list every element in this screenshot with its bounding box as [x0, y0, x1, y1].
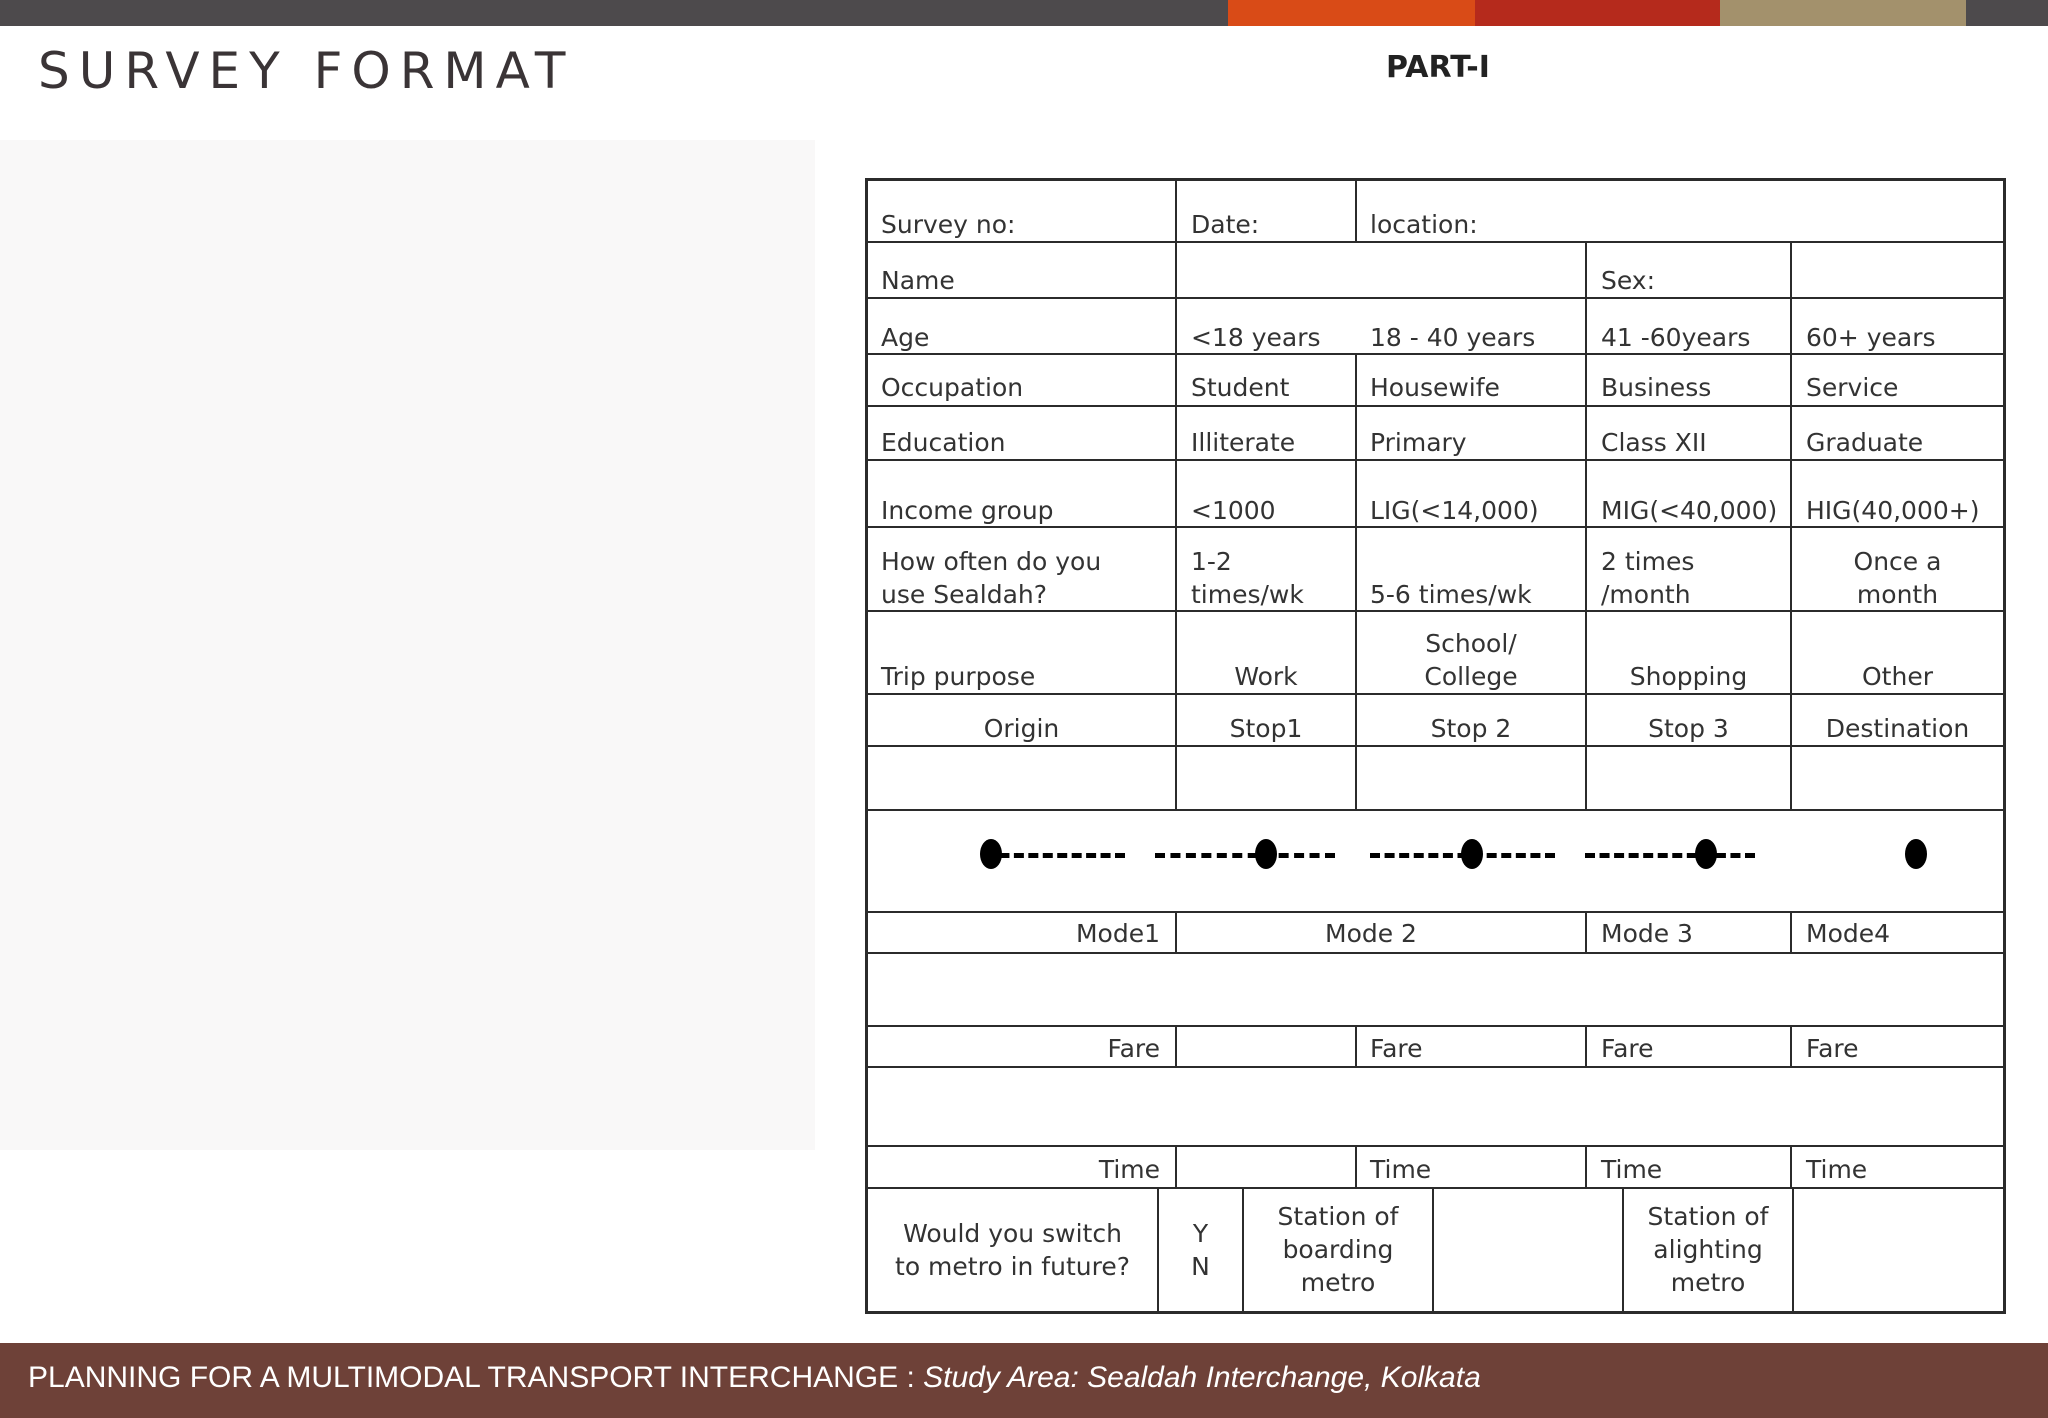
journey-dashed-line: [985, 853, 1125, 858]
occupation-label: Occupation: [881, 373, 1024, 402]
page-title: SURVEY FORMAT: [38, 42, 575, 100]
age-label: Age: [881, 323, 930, 352]
left-panel: [0, 140, 815, 1150]
row-divider: [865, 952, 2006, 954]
survey-no-label: Survey no:: [881, 210, 1016, 239]
boarding-station-label: boarding: [1282, 1235, 1394, 1264]
education-label: Education: [881, 428, 1006, 457]
journey-stop-marker: [1905, 839, 1927, 869]
trip-purpose-option: Work: [1234, 662, 1298, 691]
education-option: Graduate: [1806, 428, 1924, 457]
alighting-station-label: metro: [1670, 1268, 1746, 1297]
mode-header: Mode 2: [1325, 919, 1417, 948]
col-divider: [1790, 1145, 1792, 1189]
stop-header: Stop 2: [1430, 714, 1512, 743]
trip-purpose-option: School/: [1425, 629, 1517, 658]
boarding-station-label: Station of: [1277, 1202, 1399, 1231]
col-divider: [1355, 1025, 1357, 1068]
trip-purpose-option: Shopping: [1629, 662, 1748, 691]
occupation-option: Business: [1601, 373, 1712, 402]
alighting-station-label: alighting: [1653, 1235, 1763, 1264]
accent-segment-red: [1475, 0, 1720, 26]
part-label: PART-I: [1386, 50, 1490, 85]
frequency-option: month: [1856, 580, 1939, 609]
col-divider: [1175, 1145, 1177, 1189]
accent-segment-orange: [1228, 0, 1475, 26]
journey-stop-marker: [1255, 839, 1277, 869]
occupation-option: Student: [1191, 373, 1290, 402]
frequency-option: 5-6 times/wk: [1370, 580, 1532, 609]
time-label: Time: [1601, 1155, 1663, 1184]
top-accent-bar: [0, 0, 2048, 26]
col-divider: [1790, 1025, 1792, 1068]
metro-question: to metro in future?: [895, 1252, 1130, 1281]
income-option: LIG(<14,000): [1370, 496, 1539, 525]
footer-project-title: PLANNING FOR A MULTIMODAL TRANSPORT INTERCHANGE :: [28, 1361, 924, 1394]
col-divider: [1355, 1145, 1357, 1189]
row-divider: [865, 809, 2006, 811]
col-divider: [1585, 1145, 1587, 1189]
frequency-label: use Sealdah?: [881, 580, 1048, 609]
stop-header: Stop 3: [1648, 714, 1729, 743]
stop-header: Origin: [983, 714, 1060, 743]
metro-no-option: N: [1191, 1252, 1210, 1281]
journey-dashed-line: [1585, 853, 1755, 858]
journey-stop-marker: [1695, 839, 1717, 869]
metro-yes-option: Y: [1192, 1219, 1209, 1248]
age-option: <18 years: [1191, 323, 1321, 352]
mode-header: Mode 3: [1601, 919, 1693, 948]
fare-label: Fare: [1806, 1034, 1859, 1063]
frequency-option: 2 times: [1601, 547, 1695, 576]
age-option: 41 -60years: [1601, 323, 1751, 352]
row-divider: [865, 405, 2006, 407]
accent-segment-dark: [0, 0, 1228, 26]
journey-dashed-line: [1155, 853, 1335, 858]
row-divider: [865, 693, 2006, 695]
frequency-option: 1-2: [1191, 547, 1232, 576]
frequency-option: times/wk: [1191, 580, 1304, 609]
col-divider: [1792, 1187, 1794, 1314]
survey-form: [865, 178, 2006, 1314]
row-divider: [865, 459, 2006, 461]
journey-stop-marker: [980, 839, 1002, 869]
occupation-option: Service: [1806, 373, 1899, 402]
stop-header: Stop1: [1229, 714, 1303, 743]
accent-segment-tan: [1720, 0, 1966, 26]
col-divider: [1585, 1025, 1587, 1068]
trip-purpose-option: Other: [1862, 662, 1933, 691]
form-border-bottom: [865, 1311, 2006, 1314]
education-option: Illiterate: [1191, 428, 1296, 457]
trip-purpose-option: College: [1424, 662, 1518, 691]
income-option: MIG(<40,000): [1601, 496, 1778, 525]
stop-header: Destination: [1825, 714, 1970, 743]
col-divider: [1790, 911, 1792, 954]
age-option: 18 - 40 years: [1370, 323, 1536, 352]
sex-label: Sex:: [1601, 266, 1656, 295]
occupation-option: Housewife: [1370, 373, 1500, 402]
col-divider: [1175, 911, 1177, 954]
frequency-option: Once a: [1853, 547, 1942, 576]
row-divider: [865, 911, 2006, 913]
fare-label: Fare: [1107, 1034, 1160, 1063]
income-option: HIG(40,000+): [1806, 496, 1980, 525]
mode-header: Mode4: [1806, 919, 1891, 948]
age-option: 60+ years: [1806, 323, 1936, 352]
fare-label: Fare: [1601, 1034, 1654, 1063]
row-divider: [865, 1187, 2006, 1189]
income-option: <1000: [1191, 496, 1276, 525]
row-divider: [865, 1066, 2006, 1068]
name-label: Name: [881, 266, 955, 295]
trip-purpose-label: Trip purpose: [881, 662, 1036, 691]
time-label: Time: [1370, 1155, 1432, 1184]
journey-stop-marker: [1461, 839, 1483, 869]
col-divider: [1432, 1187, 1434, 1314]
income-label: Income group: [881, 496, 1054, 525]
footer-text: [28, 1361, 1481, 1395]
mode-header: Mode1: [1075, 919, 1160, 948]
location-label: location:: [1370, 210, 1478, 239]
row-divider: [865, 1025, 2006, 1027]
row-divider: [865, 297, 2006, 299]
time-label: Time: [1098, 1155, 1160, 1184]
form-border-top: [865, 178, 2006, 181]
footer-bar: [0, 1343, 2048, 1418]
time-label: Time: [1806, 1155, 1868, 1184]
date-label: Date:: [1191, 210, 1260, 239]
frequency-label: How often do you: [881, 547, 1102, 576]
frequency-option: /month: [1601, 580, 1691, 609]
col-divider: [1585, 911, 1587, 954]
footer-study-area: Study Area: Sealdah Interchange, Kolkata: [923, 1361, 1481, 1394]
education-option: Primary: [1370, 428, 1467, 457]
education-option: Class XII: [1601, 428, 1707, 457]
row-divider: [865, 745, 2006, 747]
row-divider: [865, 1145, 2006, 1147]
alighting-station-label: Station of: [1647, 1202, 1769, 1231]
accent-segment-dark-end: [1966, 0, 2048, 26]
metro-question: Would you switch: [903, 1219, 1122, 1248]
col-divider: [1355, 178, 1357, 243]
fare-label: Fare: [1370, 1034, 1423, 1063]
row-divider: [865, 241, 2006, 243]
boarding-station-label: metro: [1300, 1268, 1376, 1297]
col-divider: [1175, 1025, 1177, 1068]
